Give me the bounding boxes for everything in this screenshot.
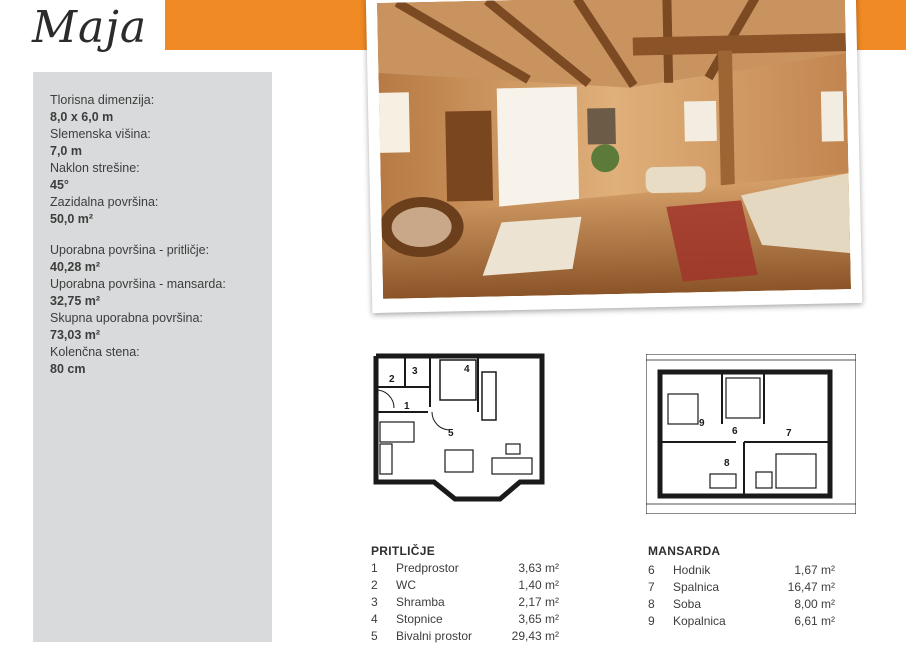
ridge-height-label: Slemenska višina:: [50, 127, 151, 141]
plan-label-2: 2: [389, 374, 395, 385]
room-area: 3,63 m²: [518, 561, 559, 575]
room-name: WC: [396, 578, 416, 592]
plan-label-7: 7: [786, 428, 792, 439]
room-row: [648, 563, 835, 580]
room-name: Bivalni prostor: [396, 629, 473, 643]
plan-label-5: 5: [448, 428, 454, 439]
ground-floor-plan: [370, 352, 548, 502]
room-row: [371, 629, 559, 646]
plan-label-6: 6: [732, 426, 738, 437]
usable-total-label: Skupna uporabna površina:: [50, 311, 203, 325]
ground-floor-heading: PRITLIČJE: [371, 544, 436, 558]
usable-attic-label: Uporabna površina - mansarda:: [50, 277, 226, 291]
room-number: 1: [371, 561, 378, 575]
room-area: 3,65 m²: [518, 612, 559, 626]
room-row: [371, 578, 559, 595]
title-box: [0, 0, 165, 66]
room-area: 1,67 m²: [794, 563, 835, 577]
room-name: Kopalnica: [673, 614, 726, 628]
plan-label-4: 4: [464, 364, 470, 375]
room-name: Shramba: [396, 595, 445, 609]
plan-label-8: 8: [724, 458, 730, 469]
built-area-value: 50,0 m²: [50, 212, 94, 226]
room-name: Stopnice: [396, 612, 443, 626]
room-name: Hodnik: [673, 563, 711, 577]
room-name: Spalnica: [673, 580, 720, 594]
room-number: 6: [648, 563, 655, 577]
room-number: 9: [648, 614, 655, 628]
room-number: 7: [648, 580, 655, 594]
knee-wall-label: Kolenčna stena:: [50, 345, 140, 359]
floor-dimension-value: 8,0 x 6,0 m: [50, 110, 114, 124]
room-row: [371, 612, 559, 629]
room-row: [371, 595, 559, 612]
plan-label-1: 1: [404, 401, 410, 412]
usable-attic-value: 32,75 m²: [50, 294, 101, 308]
room-row: [648, 614, 835, 631]
house-title: Maja: [32, 2, 148, 53]
room-number: 2: [371, 578, 378, 592]
room-area: 16,47 m²: [787, 580, 835, 594]
interior-photo: [377, 0, 851, 299]
photo-frame: [366, 0, 863, 313]
usable-total-value: 73,03 m²: [50, 328, 101, 342]
room-number: 8: [648, 597, 655, 611]
room-area: 2,17 m²: [518, 595, 559, 609]
ridge-height-value: 7,0 m: [50, 144, 82, 158]
room-row: [648, 580, 835, 597]
usable-ground-label: Uporabna površina - pritličje:: [50, 243, 210, 257]
usable-ground-value: 40,28 m²: [50, 260, 101, 274]
plan-label-3: 3: [412, 366, 418, 377]
knee-wall-value: 80 cm: [50, 362, 86, 376]
room-area: 1,40 m²: [518, 578, 559, 592]
roof-pitch-value: 45°: [50, 178, 69, 192]
roof-pitch-label: Naklon strešine:: [50, 161, 140, 175]
built-area-label: Zazidalna površina:: [50, 195, 159, 209]
room-row: [371, 561, 559, 578]
room-row: [648, 597, 835, 614]
room-number: 5: [371, 629, 378, 643]
spec-list: [50, 92, 226, 378]
room-name: Soba: [673, 597, 702, 611]
floor-dimension-label: Tlorisna dimenzija:: [50, 93, 155, 107]
room-area: 6,61 m²: [794, 614, 835, 628]
room-number: 4: [371, 612, 378, 626]
room-name: Predprostor: [396, 561, 459, 575]
attic-floor-plan: [646, 354, 856, 514]
room-area: 8,00 m²: [794, 597, 835, 611]
room-number: 3: [371, 595, 378, 609]
room-area: 29,43 m²: [511, 629, 559, 643]
attic-heading: MANSARDA: [648, 544, 721, 558]
plan-label-9: 9: [699, 418, 705, 429]
